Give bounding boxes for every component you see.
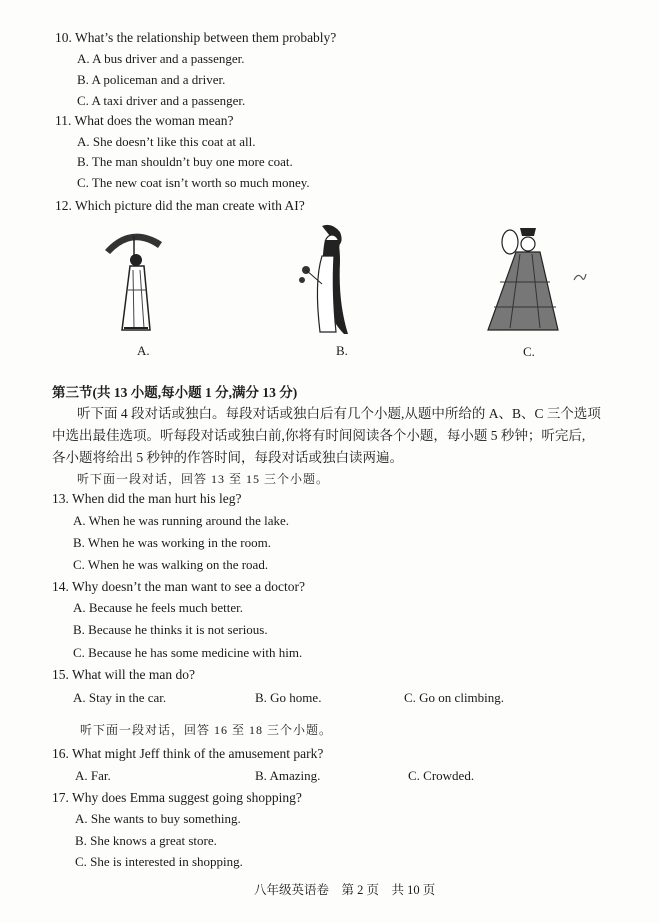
decorative-mark-icon bbox=[572, 270, 588, 284]
question-14: 14. Why doesn’t the man want to see a doctor? bbox=[52, 579, 305, 594]
q16-option-b[interactable]: B. Amazing. bbox=[255, 768, 321, 783]
q15-option-a[interactable]: A. Stay in the car. bbox=[73, 690, 167, 705]
q15-option-c[interactable]: C. Go on climbing. bbox=[404, 690, 505, 705]
page-footer: 八年级英语卷 第 2 页 共 10 页 bbox=[254, 883, 436, 897]
picture-c-label: C. bbox=[523, 344, 535, 359]
question-13: 13. When did the man hurt his leg? bbox=[52, 491, 242, 506]
q17-option-c[interactable]: C. She is interested in shopping. bbox=[75, 854, 243, 869]
q16-option-c[interactable]: C. Crowded. bbox=[408, 768, 475, 783]
picture-a-label: A. bbox=[137, 343, 150, 358]
question-12: 12. Which picture did the man create with AI? bbox=[55, 198, 305, 213]
q14-option-c[interactable]: C. Because he has some medicine with him. bbox=[73, 645, 303, 660]
q10-option-b[interactable]: B. A policeman and a driver. bbox=[77, 72, 226, 87]
listening-note-16-18: 听下面一段对话，回答 16 至 18 三个小题。 bbox=[80, 723, 333, 737]
section-3-instructions-line-1: 听下面 4 段对话或独白。每段对话或独白后有几个小题,从题中所给的 A、B、C 三个选项 bbox=[77, 406, 601, 421]
q10-option-c[interactable]: C. A taxi driver and a passenger. bbox=[77, 93, 246, 108]
q11-option-c[interactable]: C. The new coat isn’t worth so much money. bbox=[77, 175, 310, 190]
picture-c-gown-lady[interactable] bbox=[480, 222, 570, 334]
question-11: 11. What does the woman mean? bbox=[55, 113, 234, 128]
section-3-instructions-line-3: 各小题将给出 5 秒钟的作答时间，每段对话或独白读两遍。 bbox=[52, 450, 403, 465]
picture-a-umbrella-lady[interactable] bbox=[100, 220, 170, 335]
q11-option-b[interactable]: B. The man shouldn’t buy one more coat. bbox=[77, 154, 293, 169]
listening-note-13-15: 听下面一段对话，回答 13 至 15 三个小题。 bbox=[77, 472, 330, 486]
question-10: 10. What’s the relationship between them probably? bbox=[55, 30, 337, 45]
question-17: 17. Why does Emma suggest going shopping? bbox=[52, 790, 302, 805]
q13-option-c[interactable]: C. When he was walking on the road. bbox=[73, 557, 269, 572]
q14-option-a[interactable]: A. Because he feels much better. bbox=[73, 600, 244, 615]
q11-option-a[interactable]: A. She doesn’t like this coat at all. bbox=[77, 134, 256, 149]
q14-option-b[interactable]: B. Because he thinks it is not serious. bbox=[73, 622, 268, 637]
q15-option-b[interactable]: B. Go home. bbox=[255, 690, 322, 705]
q17-option-a[interactable]: A. She wants to buy something. bbox=[75, 811, 241, 826]
picture-b-flower-lady[interactable] bbox=[292, 222, 367, 337]
picture-b-label: B. bbox=[336, 343, 348, 358]
q13-option-a[interactable]: A. When he was running around the lake. bbox=[73, 513, 290, 528]
q10-option-a[interactable]: A. A bus driver and a passenger. bbox=[77, 51, 245, 66]
section-3-instructions-line-2: 中选出最佳选项。听每段对话或独白前,你将有时间阅读各个小题，每小题 5 秒钟；听完后, bbox=[52, 428, 586, 443]
question-15: 15. What will the man do? bbox=[52, 667, 195, 682]
question-16: 16. What might Jeff think of the amusement park? bbox=[52, 746, 324, 761]
q17-option-b[interactable]: B. She knows a great store. bbox=[75, 833, 217, 848]
q13-option-b[interactable]: B. When he was working in the room. bbox=[73, 535, 271, 550]
q16-option-a[interactable]: A. Far. bbox=[75, 768, 111, 783]
section-3-title: 第三节(共 13 小题,每小题 1 分,满分 13 分) bbox=[52, 385, 298, 400]
